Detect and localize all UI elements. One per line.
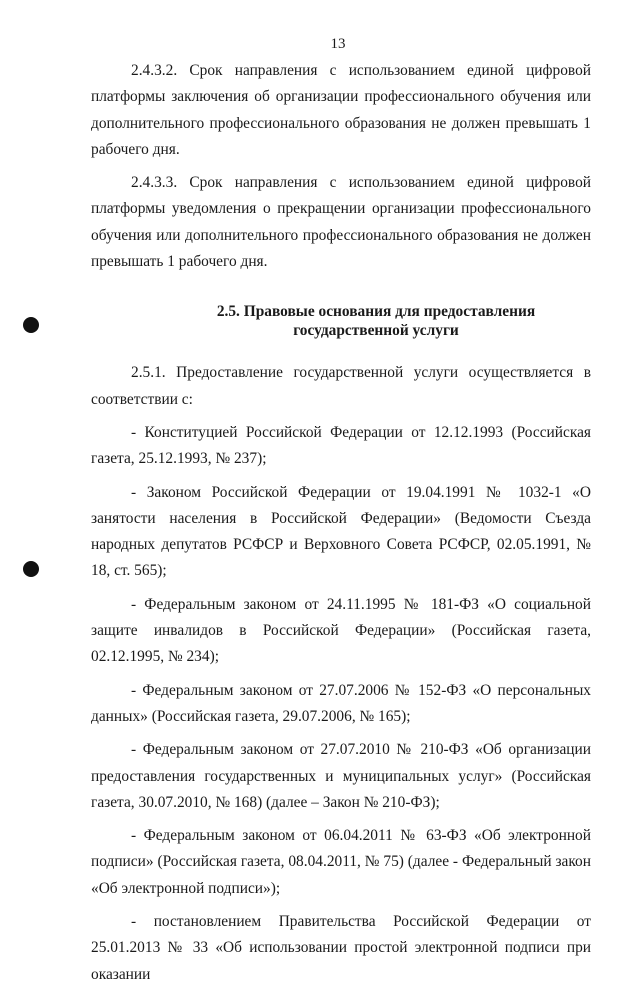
punch-hole-mark [23,561,39,577]
legal-basis-item: - Федеральным законом от 24.11.1995 № 181-ФЗ «О социальной защите инвалидов в Российской Федерации» (Российская газета, 02.12.1995, № 234); [91,595,591,666]
section-heading-2-5 [91,302,591,340]
legal-basis-item: - Федеральным законом от 27.07.2010 № 210-ФЗ «Об организации предоставления государственных и муниципальных услуг» (Российская газета, 30.07.2010, № 168) (далее – Закон № 210-ФЗ); [91,741,591,811]
paragraph-2-4-3-2: 2.4.3.2. Срок направления с использованием единой цифровой платформы заключения об организации профессионального обучения или дополнительного профессионального образования не должен превышать 1 рабочего дня. [91,62,591,158]
legal-basis-item: - Конституцией Российской Федерации от 12.12.1993 (Российская газета, 25.12.1993, № 237); [91,423,591,468]
document-body [91,58,591,988]
punch-hole-mark [23,317,39,333]
legal-basis-item: - Федеральным законом от 27.07.2006 № 152-ФЗ «О персональных данных» (Российская газета, 29.07.2006, № 165); [91,681,591,725]
section-heading-line-1: 2.5. Правовые основания для предоставления [216,303,536,321]
legal-basis-item: - Федеральным законом от 06.04.2011 № 63-ФЗ «Об электронной подписи» (Российская газета, 08.04.2011, № 75) (далее - Федеральный закон «Об электронной подписи»); [91,827,591,897]
section-heading-line-2: государственной услуги [293,322,459,340]
paragraph-2-5-1: 2.5.1. Предоставление государственной услуги осуществляется в соответствии с: [91,364,591,408]
legal-basis-item: - постановлением Правительства Российской Федерации от 25.01.2013 № 33 «Об использовании простой электронной подписи при оказании [91,913,591,983]
page-number: 13 [330,36,346,52]
paragraph-2-4-3-3: 2.4.3.3. Срок направления с использованием единой цифровой платформы уведомления о прекращении организации профессионального обучения или дополнительного профессионального образования не должен превышать 1 рабочего дня. [91,174,591,271]
legal-basis-item: - Законом Российской Федерации от 19.04.1991 № 1032-1 «О занятости населения в Российской Федерации» (Ведомости Съезда народных депутатов РСФСР и Верховного Совета РСФСР, 02.05.1991, № 18, ст. 565); [91,483,591,580]
